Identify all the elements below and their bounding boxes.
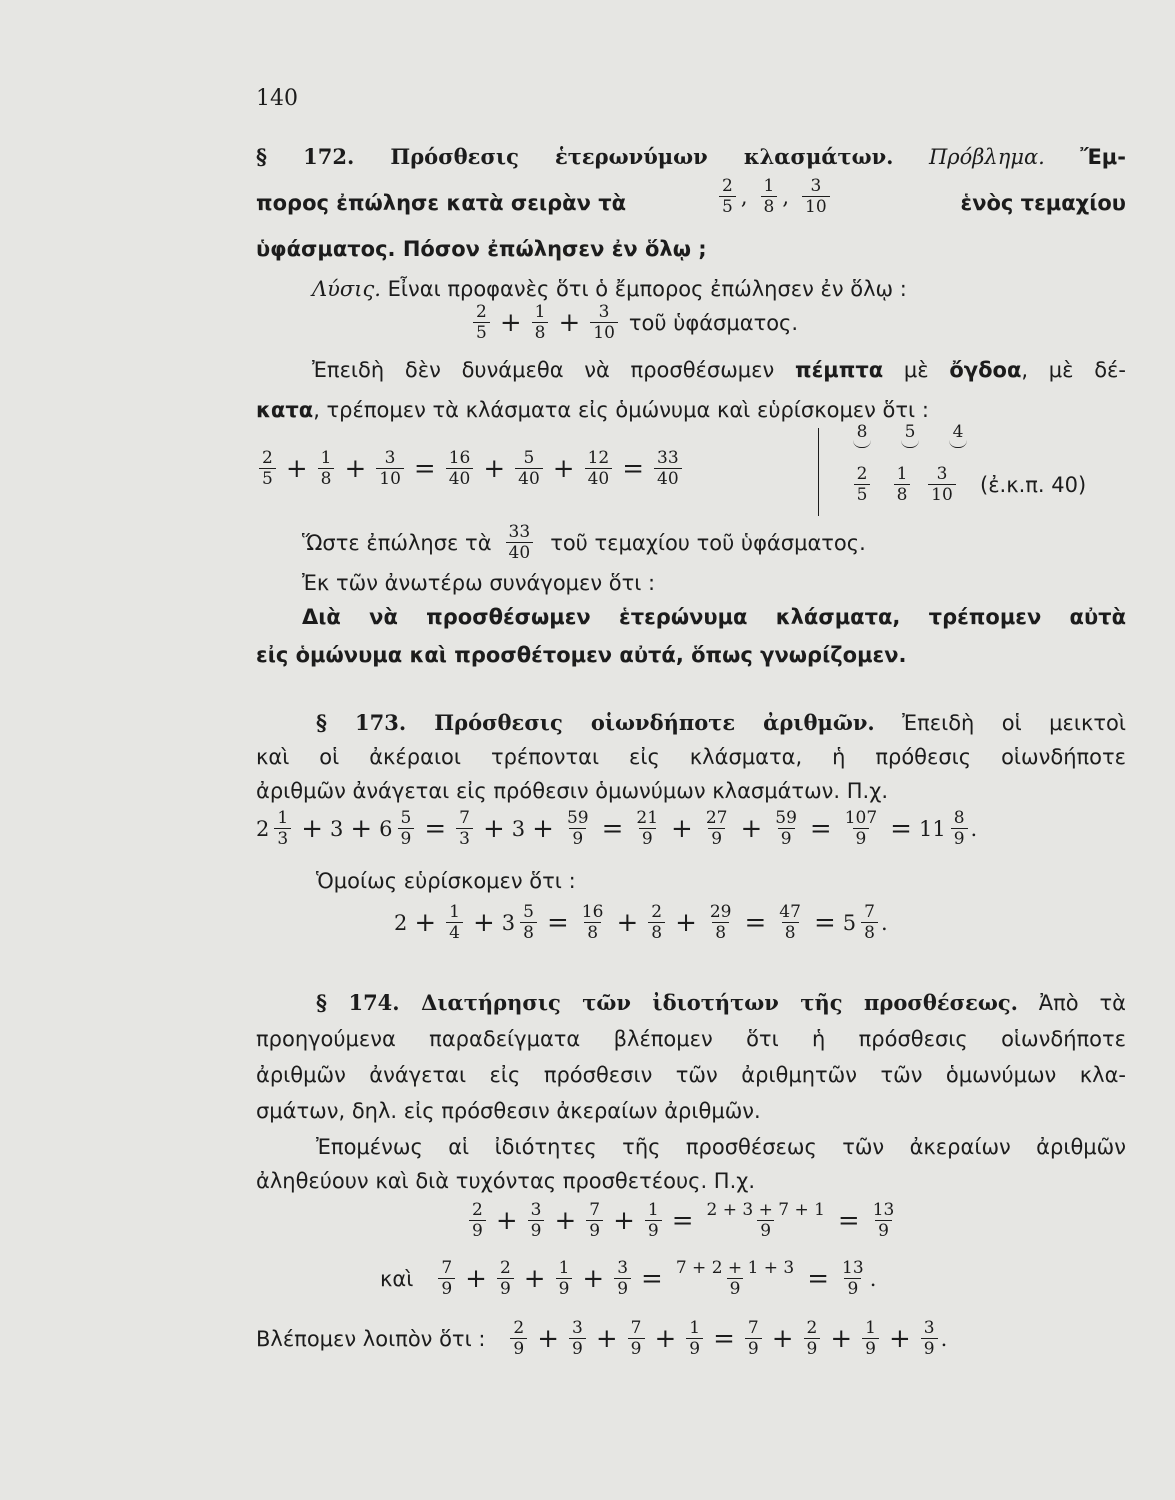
s174-heading-line: § 174. Διατήρησις τῶν ἰδιοτήτων τῆς προσθέσεως. Ἀπὸ τὰ [316, 990, 1126, 1015]
fraction: $\frac{8}{9}$ [951, 808, 968, 849]
fraction: $\frac{3}{9}$ [569, 1318, 586, 1359]
since-line-1: Ἐπειδὴ δὲν δυνάμεθα νὰ προσθέσωμεν πέμπτα μὲ ὄγδοα, μὲ δέ- [312, 358, 1126, 382]
fraction-3-10: $\frac{3}{10}$ [802, 176, 830, 217]
s174-line-4: σμάτων, δηλ. εἰς πρόσθεσιν ἀκεραίων ἀριθμῶν. [256, 1099, 761, 1123]
fraction: $\frac{107}{9}$ [844, 808, 878, 849]
fraction: $\frac{2}{5}$ [845, 464, 879, 505]
fraction: $\frac{7}{3}$ [456, 808, 473, 849]
fraction: $\frac{2}{9}$ [510, 1318, 527, 1359]
fraction: $\frac{3}{10}$ [376, 448, 404, 489]
fraction: $\frac{2}{9}$ [497, 1258, 514, 1299]
since-line-2: κατα, τρέπομεν τὰ κλάσματα εἰς ὁμώνυμα καὶ εὑρίσκομεν ὅτι : [256, 398, 929, 422]
s173-line-2: καὶ οἱ ἀκέραιοι τρέπονται εἰς κλάσματα, ἡ πρόθεσις οἱωνδήποτε [256, 745, 1126, 769]
property-equation-3: Βλέπομεν λοιπὸν ὅτι : $\frac{2}{9}$ + $\frac{3}{9}$ + $\frac{7}{9}$ + $\frac{1}{9}$ = $\frac{7}{9}$ + $\frac{2}{9}$ + $\frac{1}{9}$ + $\frac{3}{9}$ . [256, 1318, 948, 1359]
fraction: $\frac{16}{8}$ [581, 902, 604, 943]
s173-heading: § 173. Πρόσθεσις οἱωνδήποτε ἀριθμῶν. [316, 710, 875, 735]
fraction: $\frac{1}{8}$ [318, 448, 335, 489]
fraction: $\frac{3}{9}$ [528, 1200, 545, 1241]
fraction: $\frac{1}{9}$ [645, 1200, 662, 1241]
fraction: $\frac{12}{40}$ [585, 448, 613, 489]
fraction: $\frac{7}{9}$ [745, 1318, 762, 1359]
fraction: $\frac{5}{8}$ [520, 902, 537, 943]
fraction: $\frac{5}{9}$ [398, 808, 415, 849]
fraction: $\frac{7}{9}$ [586, 1200, 603, 1241]
problem-text-2b: ἑνὸς τεμαχίου [960, 191, 1126, 215]
fraction: $\frac{47}{8}$ [779, 902, 801, 943]
fraction: $\frac{7 + 2 + 1 + 3}{9}$ [675, 1258, 795, 1299]
fraction: $\frac{2}{5}$ [259, 448, 276, 489]
fraction: $\frac{1}{3}$ [274, 808, 291, 849]
mixed-equation-2: 2 + $\frac{1}{4}$ + 3 $\frac{5}{8}$ = $\frac{16}{8}$ + $\frac{2}{8}$ + $\frac{29}{8}$ = $\frac{47}{8}$ = 5 $\frac{7}{8}$ . [394, 902, 888, 943]
fraction: $\frac{1}{8}$ [532, 302, 549, 343]
fraction: $\frac{7}{9}$ [438, 1258, 455, 1299]
fraction: $\frac{2}{9}$ [469, 1200, 486, 1241]
lcm-note: (ἐ.κ.π. 40) [980, 472, 1087, 497]
problem-text-1: Ἔμ- [1080, 145, 1126, 169]
fraction: $\frac{21}{9}$ [636, 808, 659, 849]
fraction: $\frac{7}{8}$ [861, 902, 878, 943]
therefore-text: Βλέπομεν λοιπὸν ὅτι : [256, 1326, 486, 1351]
hence-line: Ὥστε ἐπώλησε τὰ $\frac{33}{40}$ τοῦ τεμαχίου τοῦ ὑφάσματος. [302, 522, 866, 563]
s174-line-6: ἀληθεύουν καὶ διὰ τυχόντας προσθετέους. Π.χ. [256, 1169, 756, 1193]
fraction: $\frac{13}{9}$ [842, 1258, 864, 1299]
fraction: $\frac{7}{9}$ [628, 1318, 645, 1359]
fraction: $\frac{33}{40}$ [654, 448, 682, 489]
fraction: $\frac{2}{5}$ [473, 302, 490, 343]
sum-expression-1: $\frac{2}{5}$ + $\frac{1}{8}$ + $\frac{3}{10}$ τοῦ ὑφάσματος. [470, 302, 798, 343]
fraction: $\frac{1}{9}$ [862, 1318, 879, 1359]
fraction: $\frac{59}{9}$ [566, 808, 589, 849]
problem-line-3: ὑφάσματος. Πόσον ἐπώλησεν ἐν ὅλῳ ; [256, 237, 707, 261]
fraction: $\frac{33}{40}$ [506, 522, 534, 563]
fraction: $\frac{1}{4}$ [446, 902, 463, 943]
fraction: $\frac{3}{9}$ [921, 1318, 938, 1359]
problem-fractions: $\frac{2}{5}$ , $\frac{1}{8}$ , $\frac{3}{10}$ [716, 176, 833, 217]
fraction: $\frac{5}{40}$ [515, 448, 543, 489]
fraction: $\frac{1}{8}$ [885, 464, 919, 505]
and-word: καὶ [380, 1266, 414, 1291]
solution-text: Εἶναι προφανὲς ὅτι ὁ ἔμπορος ἐπώλησεν ἐν ὅλῳ : [387, 277, 907, 301]
similarly-line: Ὁμοίως εὑρίσκομεν ὅτι : [316, 869, 576, 893]
lcm-divider [818, 428, 819, 516]
conversion-equation: $\frac{2}{5}$ + $\frac{1}{8}$ + $\frac{3}{10}$ = $\frac{16}{40}$ + $\frac{5}{40}$ + $\frac{12}{40}$ = $\frac{33}{40}$ [256, 448, 685, 489]
rule-line-2: εἰς ὁμώνυμα καὶ προσθέτομεν αὐτά, ὅπως γνωρίζομεν. [256, 643, 907, 667]
fraction: $\frac{2}{8}$ [648, 902, 665, 943]
s172-heading-line [256, 136, 1126, 178]
s174-heading: § 174. Διατήρησις τῶν ἰδιοτήτων τῆς προσθέσεως. [316, 990, 1018, 1015]
fraction: $\frac{2}{9}$ [804, 1318, 821, 1359]
s174-line-2: προηγούμενα παραδείγματα βλέπομεν ὅτι ἡ πρόσθεσις οἱωνδήποτε [256, 1027, 1126, 1051]
fraction: $\frac{13}{9}$ [872, 1200, 895, 1241]
property-equation-1: $\frac{2}{9}$ + $\frac{3}{9}$ + $\frac{7}{9}$ + $\frac{1}{9}$ = $\frac{2 + 3 + 7 + 1}{9}$ = $\frac{13}{9}$ [466, 1200, 900, 1241]
sum-tail: τοῦ ὑφάσματος. [628, 310, 799, 335]
problem-label: Πρόβλημα. [928, 145, 1045, 169]
s173-line-3: ἀριθμῶν ἀνάγεται εἰς πρόθεσιν ὁμωνύμων κλασμάτων. Π.χ. [256, 779, 889, 803]
fraction: $\frac{59}{9}$ [775, 808, 797, 849]
s174-line-5: Ἐπομένως αἱ ἰδιότητες τῆς προσθέσεως τῶν ἀκεραίων ἀριθμῶν [316, 1135, 1126, 1159]
fraction: $\frac{1}{9}$ [556, 1258, 573, 1299]
property-equation-2: καὶ $\frac{7}{9}$ + $\frac{2}{9}$ + $\frac{1}{9}$ + $\frac{3}{9}$ = $\frac{7 + 2 + 1 + 3}{9}$ = $\frac{13}{9}$ . [380, 1258, 877, 1299]
conclude-line: Ἐκ τῶν ἀνωτέρω συνάγομεν ὅτι : [302, 571, 656, 595]
fraction-2-5: $\frac{2}{5}$ [719, 176, 736, 217]
fraction: $\frac{16}{40}$ [446, 448, 474, 489]
fraction: $\frac{1}{9}$ [686, 1318, 703, 1359]
solution-label: Λύσις. [312, 277, 381, 301]
lcm-multipliers: 8 5 4 [846, 422, 974, 448]
problem-text-2a: πορος ἐπώλησε κατὰ σειρὰν τὰ [256, 191, 627, 215]
fraction: $\frac{29}{8}$ [709, 902, 732, 943]
mixed-equation-1: 2 $\frac{1}{3}$ + 3 + 6 $\frac{5}{9}$ = $\frac{7}{3}$ + 3 + $\frac{59}{9}$ = $\frac{21}{9}$ + $\frac{27}{9}$ + $\frac{59}{9}$ = $\frac{107}{9}$ = 11 $\frac{8}{9}$ . [256, 808, 978, 849]
fraction: $\frac{3}{9}$ [614, 1258, 631, 1299]
s174-line-3: ἀριθμῶν ἀνάγεται εἰς πρόσθεσιν τῶν ἀριθμητῶν τῶν ὁμωνύμων κλα- [256, 1063, 1126, 1087]
fraction-1-8: $\frac{1}{8}$ [761, 176, 778, 217]
fraction: $\frac{3}{10}$ [925, 464, 959, 505]
fraction: $\frac{2 + 3 + 7 + 1}{9}$ [706, 1200, 825, 1241]
page-number: 140 [256, 86, 298, 111]
fraction: $\frac{3}{10}$ [590, 302, 618, 343]
rule-line-1: Διὰ νὰ προσθέσωμεν ἑτερώνυμα κλάσματα, τρέπομεν αὐτὰ [302, 605, 1126, 629]
lcm-fractions [842, 464, 1086, 505]
s173-heading-line: § 173. Πρόσθεσις οἱωνδήποτε ἀριθμῶν. Ἐπειδὴ οἱ μεικτοὶ [316, 710, 1126, 735]
s172-heading: § 172. Πρόσθεσις ἑτερωνύμων κλασμάτων. [256, 144, 894, 169]
fraction: $\frac{27}{9}$ [705, 808, 728, 849]
